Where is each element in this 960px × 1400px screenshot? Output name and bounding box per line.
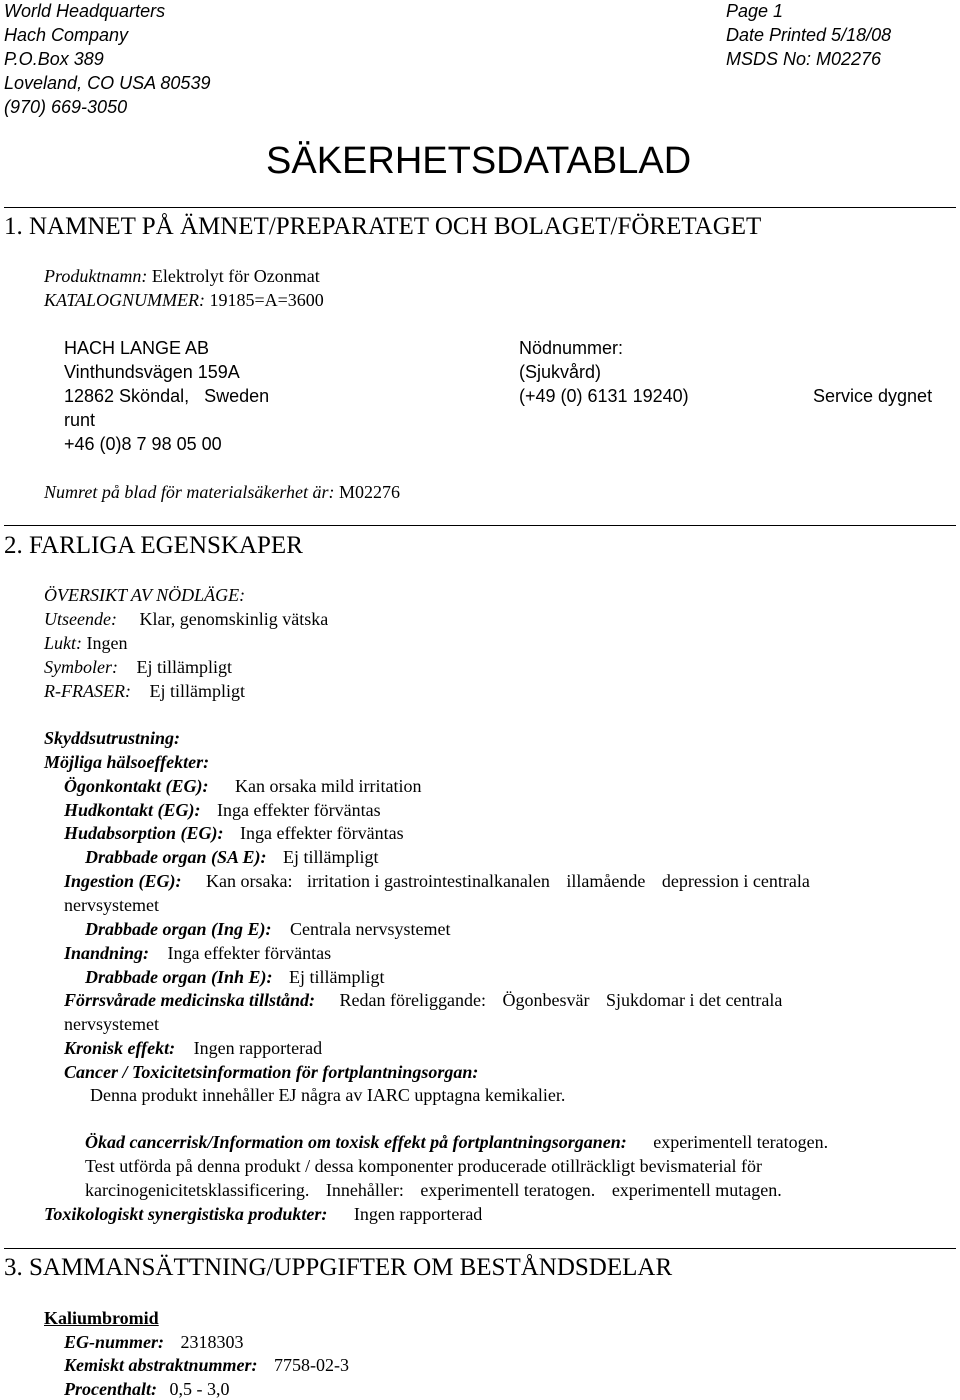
ingestion-value-2: irritation i gastrointestinalkanalen xyxy=(306,871,550,891)
msds-number: MSDS No: M02276 xyxy=(726,49,882,69)
cas-number-label: Kemiskt abstraktnummer: xyxy=(64,1355,258,1375)
emergency-label: Nödnummer: xyxy=(519,338,624,358)
skinabs-label: Hudabsorption (EG): xyxy=(64,823,224,843)
rphrases-row xyxy=(44,682,245,700)
phone-line: (970) 669-3050 xyxy=(4,97,128,117)
section1-heading: 1. NAMNET PÅ ÄMNET/PREPARATET OCH BOLAGET/FÖRETAGET xyxy=(4,213,762,240)
test-line-2-b: Innehåller: xyxy=(325,1180,404,1200)
service-label: Service dygnet xyxy=(813,386,933,406)
emergency-overview: ÖVERSIKT AV NÖDLÄGE: xyxy=(44,585,246,605)
eye-row xyxy=(64,777,421,795)
company-city: 12862 Sköndal, Sweden xyxy=(64,386,270,406)
ingestion-label: Ingestion (EG): xyxy=(64,871,182,891)
organs-inh-row xyxy=(85,968,385,986)
health-effects: Möjliga hälsoeffekter: xyxy=(44,752,210,772)
catalog-label: KATALOGNUMMER: xyxy=(44,290,205,310)
service-phone: +46 (0)8 7 98 05 00 xyxy=(64,434,222,454)
test-line-2-c: experimentell teratogen. xyxy=(420,1180,596,1200)
ingestion-continuation: nervsystemet xyxy=(64,895,159,915)
organs-sa-value: Ej tillämpligt xyxy=(283,847,379,867)
emergency-number: (+49 (0) 6131 19240) xyxy=(519,386,689,406)
percent-label: Procenthalt: xyxy=(64,1379,157,1399)
msds-label: Numret på blad för materialsäkerhet är: xyxy=(44,482,335,502)
cancer-label: Cancer / Toxicitetsinformation för fortplantningsorgan: xyxy=(64,1062,479,1082)
appearance-value: Klar, genomskinlig vätska xyxy=(139,609,329,629)
inhalation-value: Inga effekter förväntas xyxy=(167,943,332,963)
inhalation-label: Inandning: xyxy=(64,943,150,963)
odor-row xyxy=(44,634,127,652)
skin-value: Inga effekter förväntas xyxy=(217,800,381,820)
cancer-value: Denna produkt innehåller EJ några av IARC upptagna kemikalier. xyxy=(90,1085,566,1105)
organs-sa-label: Drabbade organ (SA E): xyxy=(85,847,267,867)
cas-number-value: 7758-02-3 xyxy=(274,1355,350,1375)
appearance-row xyxy=(44,610,328,628)
document-title: SÄKERHETSDATABLAD xyxy=(266,140,692,182)
cas-number-row xyxy=(64,1356,349,1374)
eg-number-value: 2318303 xyxy=(180,1332,244,1352)
company-street: Vinthundsvägen 159A xyxy=(64,362,240,382)
aggravated-label: Förrsvårade medicinska tillstånd: xyxy=(64,990,316,1010)
hq-line: World Headquarters xyxy=(4,1,166,21)
section-divider xyxy=(4,207,956,208)
increased-risk-row xyxy=(85,1133,828,1151)
aggravated-value-3: Sjukdomar i det centrala xyxy=(605,990,783,1010)
inhalation-row xyxy=(64,944,331,962)
city-line: Loveland, CO USA 80539 xyxy=(4,73,211,93)
msds-row xyxy=(44,483,400,501)
odor-label: Lukt: xyxy=(44,633,82,653)
page-number: Page 1 xyxy=(726,1,784,21)
emergency-type: (Sjukvård) xyxy=(519,362,602,382)
percent-row xyxy=(64,1380,230,1398)
skinabs-row xyxy=(64,824,404,842)
increased-risk-value: experimentell teratogen. xyxy=(653,1132,829,1152)
product-name-label: Produktnamn: xyxy=(44,266,148,286)
test-line-2-d: experimentell mutagen. xyxy=(611,1180,782,1200)
msds-value: M02276 xyxy=(339,482,401,502)
test-line-2 xyxy=(85,1181,782,1199)
synergy-row xyxy=(44,1205,482,1223)
service-runt: runt xyxy=(64,410,96,430)
organs-ing-value: Centrala nervsystemet xyxy=(290,919,451,939)
date-printed: Date Printed 5/18/08 xyxy=(726,25,892,45)
eg-number-row xyxy=(64,1333,244,1351)
section2-heading: 2. FARLIGA EGENSKAPER xyxy=(4,532,303,559)
eye-label: Ögonkontakt (EG): xyxy=(64,776,209,796)
appearance-label: Utseende: xyxy=(44,609,117,629)
product-name-row xyxy=(44,267,320,285)
pobox-line: P.O.Box 389 xyxy=(4,49,104,69)
catalog-row xyxy=(44,291,324,309)
ingestion-value-3: illamående xyxy=(566,871,646,891)
skin-row xyxy=(64,801,381,819)
aggravated-continuation: nervsystemet xyxy=(64,1014,159,1034)
symbols-row xyxy=(44,658,232,676)
section-divider xyxy=(4,1248,956,1249)
product-name-value: Elektrolyt för Ozonmat xyxy=(151,266,320,286)
rphrases-value: Ej tillämpligt xyxy=(149,681,245,701)
aggravated-value-2: Ögonbesvär xyxy=(502,990,590,1010)
organs-sa-row xyxy=(85,848,379,866)
company-line: Hach Company xyxy=(4,25,129,45)
section-divider xyxy=(4,525,956,526)
protective-equipment: Skyddsutrustning: xyxy=(44,728,181,748)
ingestion-value-1: Kan orsaka: xyxy=(206,871,293,891)
component-name: Kaliumbromid xyxy=(44,1308,159,1328)
company-name: HACH LANGE AB xyxy=(64,338,210,358)
chronic-value: Ingen rapporterad xyxy=(193,1038,323,1058)
organs-ing-label: Drabbade organ (Ing E): xyxy=(85,919,272,939)
test-line-2-a: karcinogenicitetsklassificering. xyxy=(85,1180,310,1200)
aggravated-value-1: Redan föreliggande: xyxy=(339,990,486,1010)
skinabs-value: Inga effekter förväntas xyxy=(240,823,404,843)
symbols-value: Ej tillämpligt xyxy=(136,657,232,677)
organs-inh-label: Drabbade organ (Inh E): xyxy=(85,967,273,987)
chronic-row xyxy=(64,1039,322,1057)
organs-inh-value: Ej tillämpligt xyxy=(289,967,385,987)
aggravated-row xyxy=(64,991,782,1009)
odor-value: Ingen xyxy=(86,633,128,653)
eg-number-label: EG-nummer: xyxy=(64,1332,165,1352)
rphrases-label: R-FRASER: xyxy=(44,681,131,701)
section3-heading: 3. SAMMANSÄTTNING/UPPGIFTER OM BESTÅNDSDELAR xyxy=(4,1254,673,1281)
organs-ing-row xyxy=(85,920,450,938)
synergy-label: Toxikologiskt synergistiska produkter: xyxy=(44,1204,328,1224)
ingestion-row xyxy=(64,872,810,890)
test-line-1: Test utförda på denna produkt / dessa komponenter producerade otillräckligt bevismaterial för xyxy=(85,1156,763,1176)
skin-label: Hudkontakt (EG): xyxy=(64,800,201,820)
eye-value: Kan orsaka mild irritation xyxy=(235,776,422,796)
synergy-value: Ingen rapporterad xyxy=(353,1204,483,1224)
symbols-label: Symboler: xyxy=(44,657,118,677)
increased-risk-label: Ökad cancerrisk/Information om toxisk effekt på fortplantningsorganen: xyxy=(85,1132,627,1152)
catalog-value: 19185=A=3600 xyxy=(209,290,324,310)
ingestion-value-4: depression i centrala xyxy=(661,871,810,891)
percent-value: 0,5 - 3,0 xyxy=(169,1379,230,1399)
chronic-label: Kronisk effekt: xyxy=(64,1038,176,1058)
